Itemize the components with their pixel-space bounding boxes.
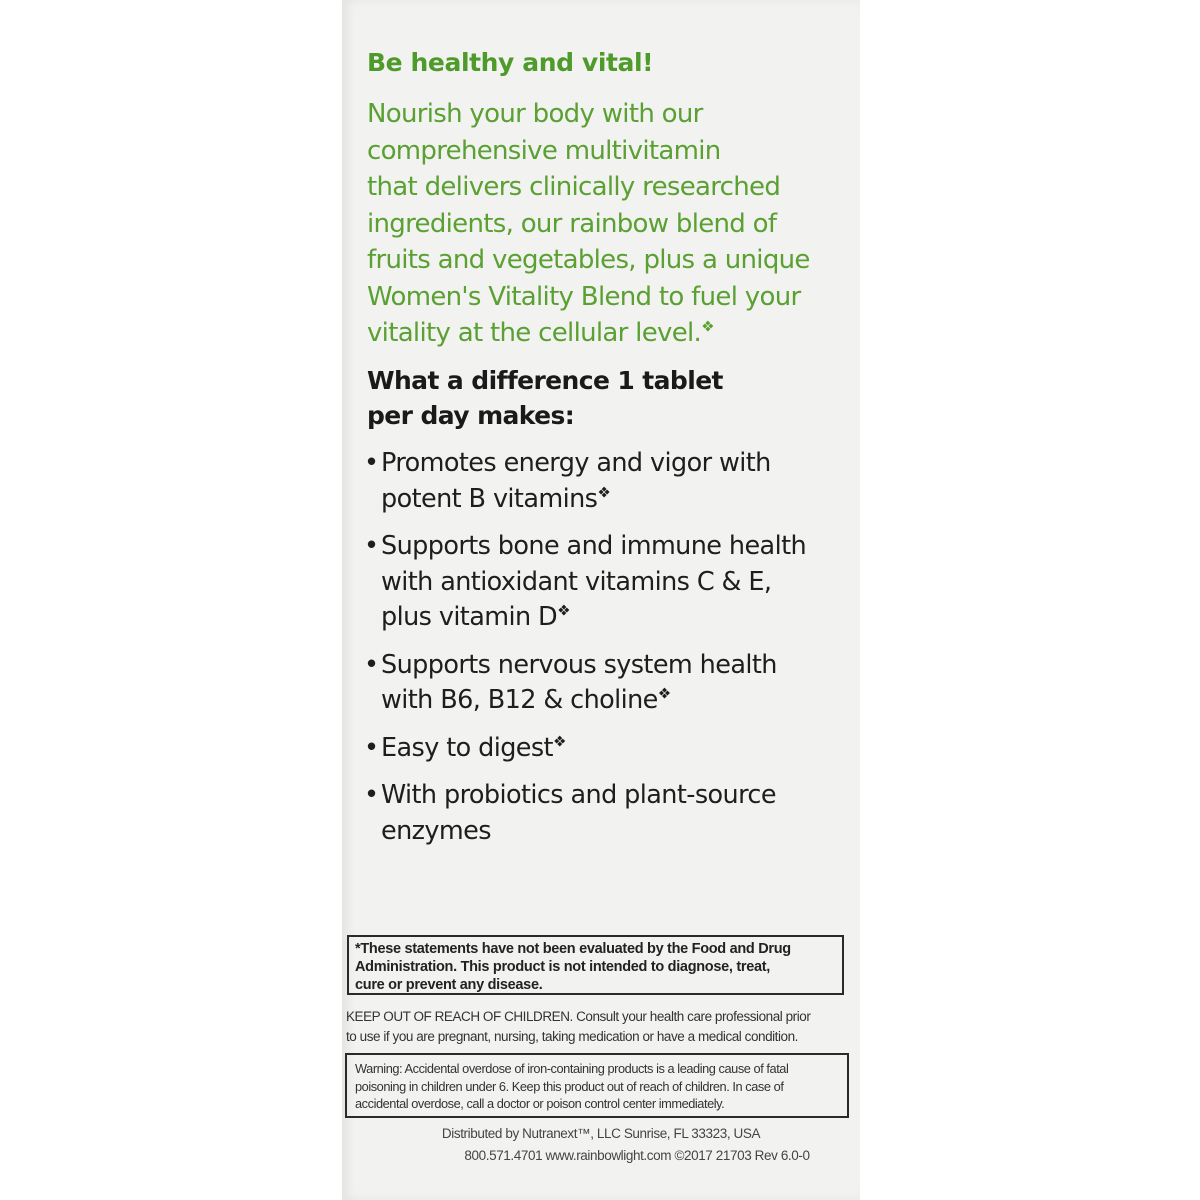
bullet-dot: • <box>364 780 379 810</box>
bullet-dot: • <box>364 649 379 680</box>
benefit-text: Supports bone and immune health with antioxidant vitamins C & E, plus vitamin D <box>381 531 807 632</box>
iron-warning-box: Warning: Accidental overdose of iron-containing products is a leading cause of fatal poisoning in children under 6. Keep this product out of reach of children. In case of accidental overdose, call a doctor or poison control center immediately. <box>345 1053 849 1118</box>
distributor-info <box>342 1123 860 1167</box>
benefit-text: Supports nervous system health with B6, B12 & choline <box>381 649 777 715</box>
benefit-footnote-mark: ❖ <box>552 732 566 750</box>
intro-text: Nourish your body with our comprehensive multivitamin that delivers clinically researched ingredients, our rainbow blend of fruits and vegetables, plus a unique Women's Vitality Blend to fuel your vitality at the cellular level. <box>367 99 810 348</box>
benefit-item <box>364 529 844 636</box>
benefit-footnote-mark: ❖ <box>657 684 671 703</box>
benefit-footnote-mark: ❖ <box>597 483 611 501</box>
intro-paragraph <box>367 96 847 352</box>
benefit-item <box>364 731 844 767</box>
intro-footnote-mark: ❖ <box>701 317 714 336</box>
benefit-item <box>364 446 844 517</box>
benefit-text: Easy to digest <box>381 732 553 763</box>
bullet-dot: • <box>364 531 379 561</box>
benefit-item <box>364 648 844 719</box>
benefit-footnote-mark: ❖ <box>557 601 570 620</box>
distributor-line: Distributed by Nutranext™, LLC Sunrise, FL 33323, USA <box>441 1126 761 1141</box>
benefit-text: Promotes energy and vigor with potent B vitamins <box>381 448 771 514</box>
keep-out-notice: KEEP OUT OF REACH OF CHILDREN. Consult your health care professional prior to use if you are pregnant, nursing, taking medication or have a medical condition. <box>346 1009 811 1044</box>
bullet-dot: • <box>364 448 379 478</box>
bullet-dot: • <box>364 732 379 763</box>
headline: Be healthy and vital! <box>367 48 654 77</box>
benefit-text: With probiotics and plant-source enzymes <box>381 780 776 846</box>
benefits-heading: What a difference 1 tablet per day makes: <box>367 366 723 430</box>
contact-line: 800.571.4701 www.rainbowlight.com ©2017 21703 Rev 6.0-0 <box>464 1148 810 1163</box>
fda-disclaimer-box: *These statements have not been evaluated by the Food and Drug Administration. This product is not intended to diagnose, treat, cure or prevent any disease. <box>347 935 844 995</box>
benefits-list <box>364 446 844 861</box>
benefit-item <box>364 778 844 849</box>
